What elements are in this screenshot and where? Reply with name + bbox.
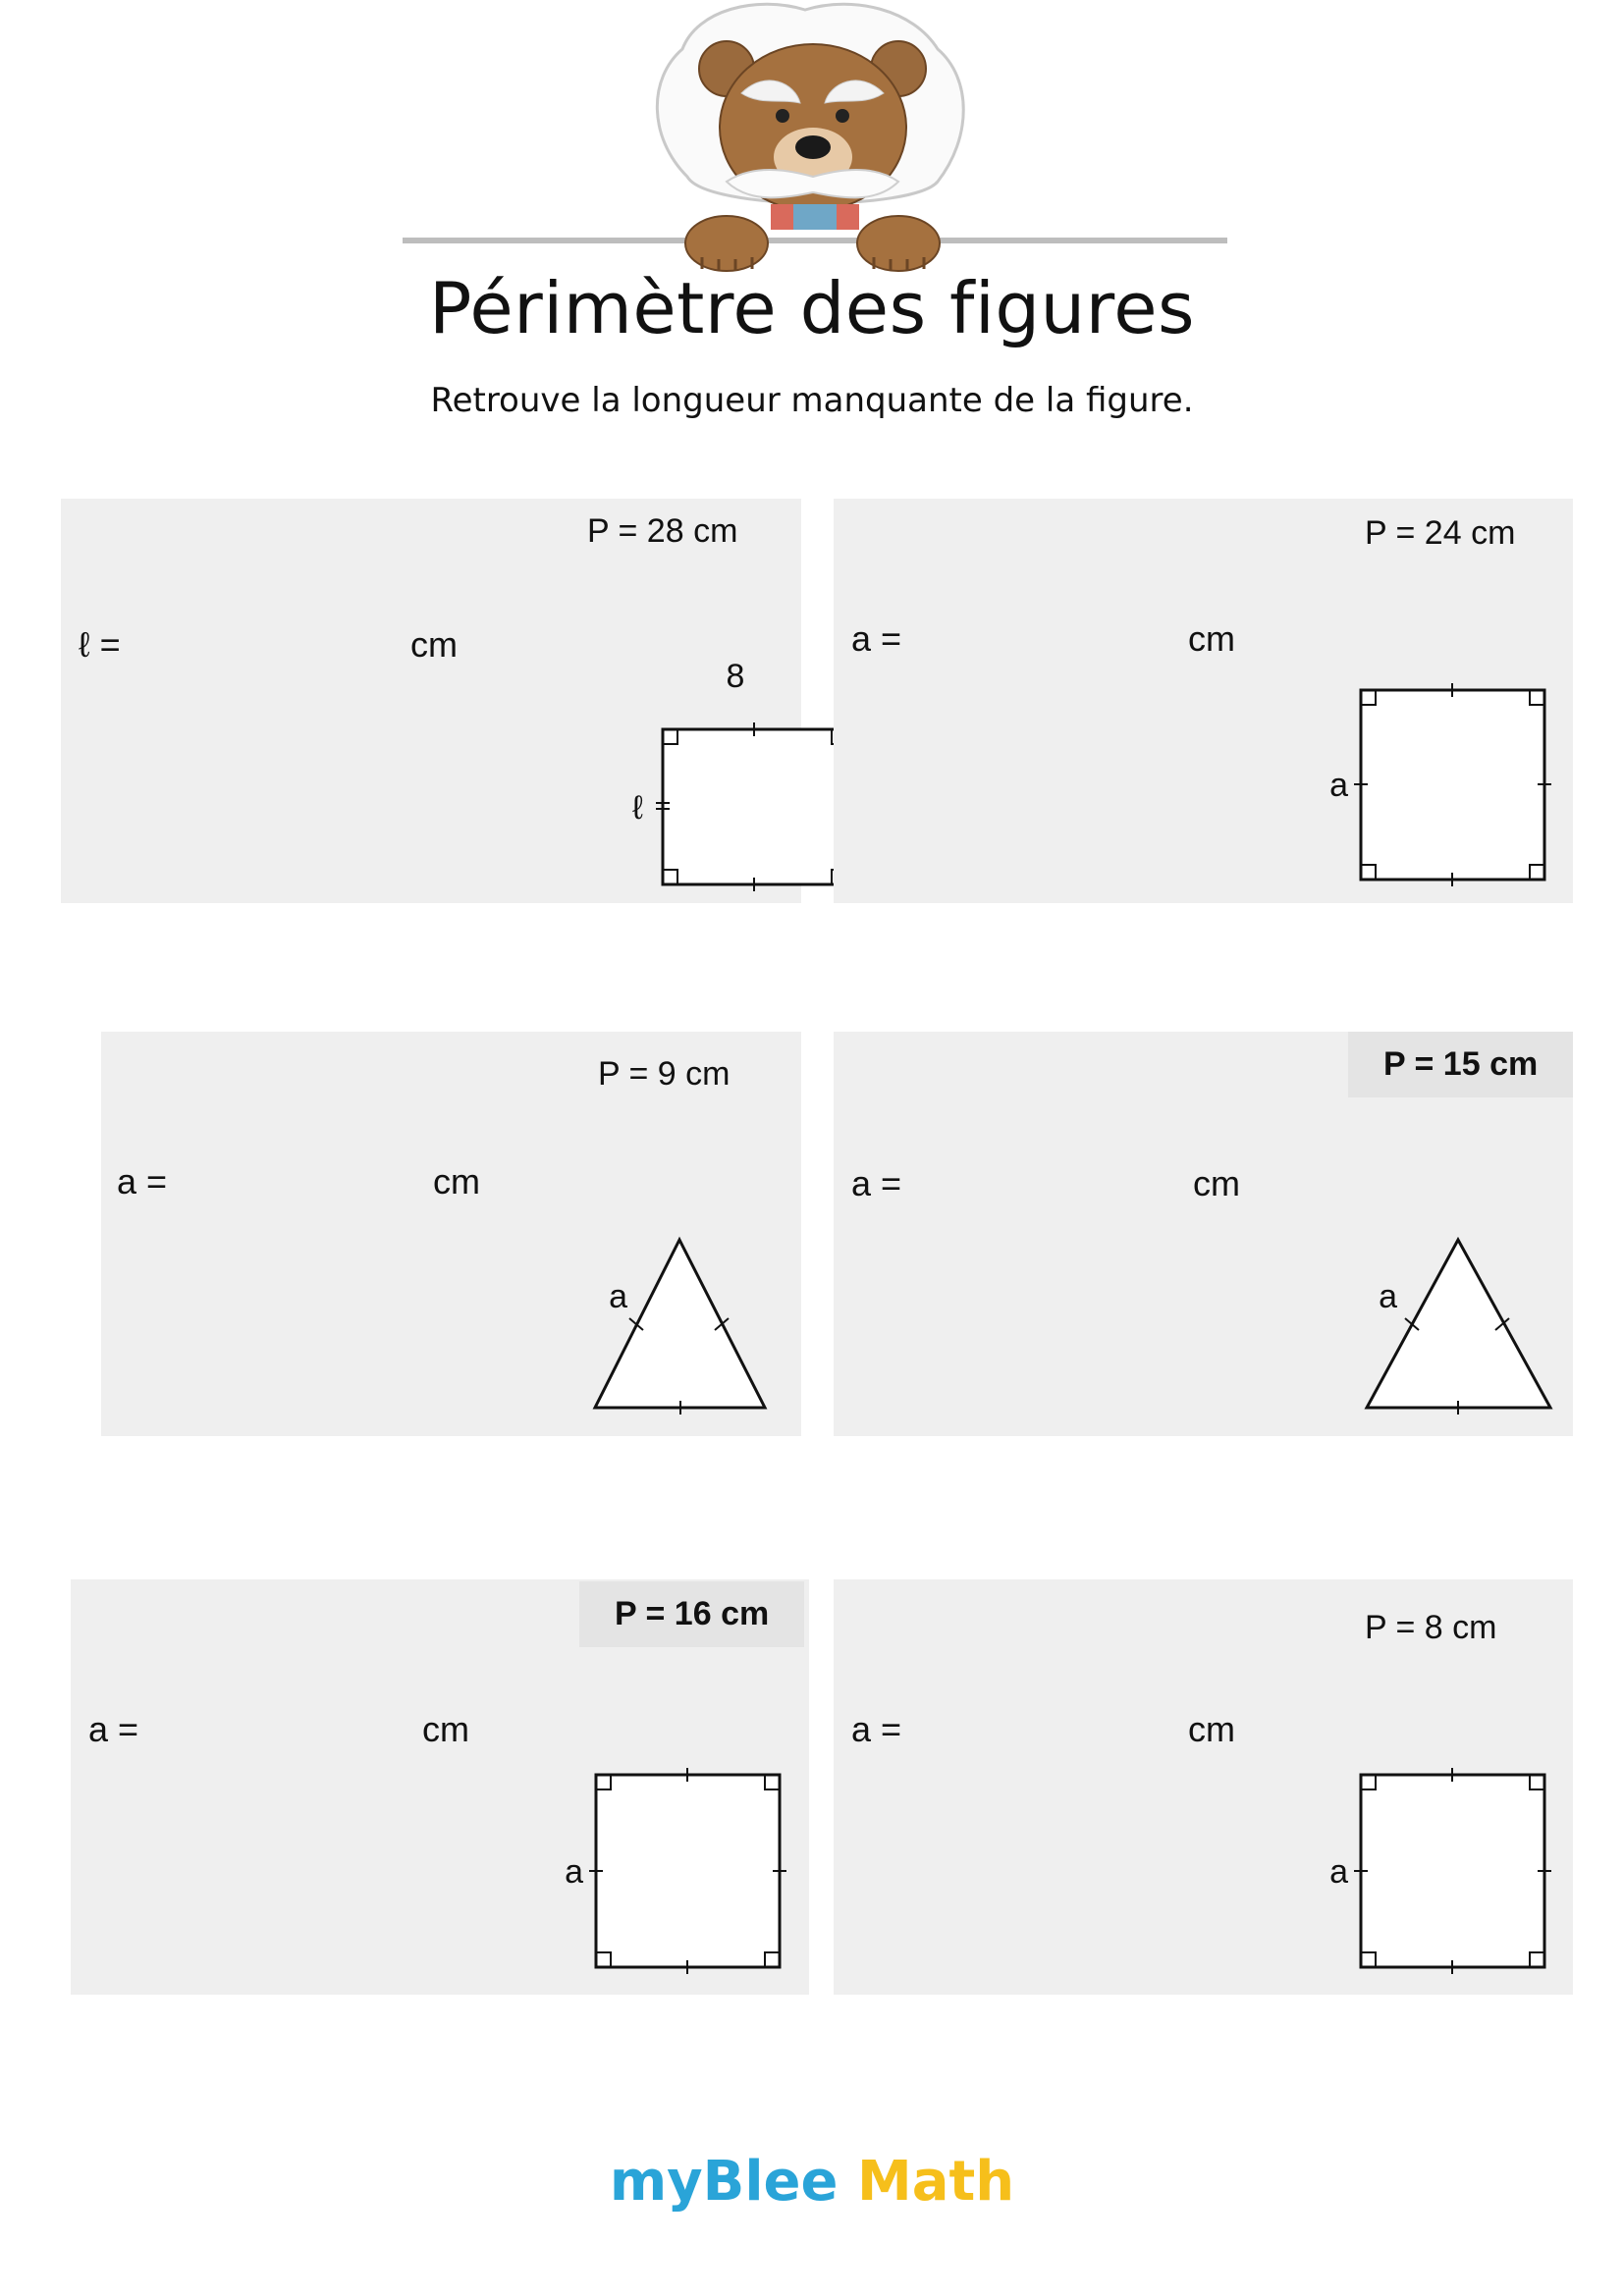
answer-unit: cm	[422, 1709, 469, 1749]
brand-logo	[0, 2150, 1624, 2214]
perimeter-label: P = 16 cm	[579, 1581, 804, 1647]
side-label: a	[609, 1278, 627, 1315]
perimeter-label: P = 28 cm	[587, 512, 738, 550]
answer-unit: cm	[433, 1161, 480, 1201]
answer-label: a =	[88, 1709, 139, 1749]
side-label: a	[1329, 767, 1348, 804]
exercise-card-6	[834, 1579, 1573, 1995]
perimeter-label: P = 9 cm	[598, 1055, 731, 1093]
perimeter-label: P = 8 cm	[1365, 1609, 1497, 1646]
side-label: a	[1379, 1278, 1397, 1315]
exercise-card-5	[71, 1579, 809, 1995]
answer-unit: cm	[1188, 618, 1235, 659]
bear-mascot-illustration	[403, 0, 1227, 275]
brand-part-1: myBlee	[609, 2150, 839, 2214]
answer-label: a =	[851, 1709, 902, 1749]
triangle-figure	[1344, 1228, 1599, 1424]
brand-part-2: Math	[857, 2150, 1015, 2214]
exercise-card-4	[834, 1032, 1573, 1436]
exercise-card-1	[61, 499, 801, 903]
exercise-card-3	[101, 1032, 801, 1436]
side-label: a	[565, 1853, 583, 1891]
square-figure	[1305, 1760, 1580, 1986]
answer-label: ℓ =	[79, 624, 121, 665]
rectangle-figure	[532, 636, 807, 891]
answer-label: a =	[851, 618, 902, 659]
answer-label: a =	[851, 1163, 902, 1203]
square-figure	[540, 1760, 815, 1986]
answer-label: a =	[117, 1161, 168, 1201]
top-side-label: 8	[726, 658, 745, 695]
answer-unit: cm	[410, 624, 458, 665]
answer-unit: cm	[1193, 1163, 1240, 1203]
triangle-figure	[572, 1228, 828, 1424]
perimeter-label: P = 24 cm	[1365, 514, 1516, 552]
square-figure	[1305, 675, 1580, 901]
exercise-card-2	[834, 499, 1573, 903]
side-label: a	[1329, 1853, 1348, 1891]
answer-unit: cm	[1188, 1709, 1235, 1749]
perimeter-label: P = 15 cm	[1348, 1032, 1573, 1097]
page-title: Périmètre des figures	[428, 267, 1196, 349]
instruction-text: Retrouve la longueur manquante de la figure.	[430, 381, 1194, 420]
side-label: ℓ	[632, 789, 643, 827]
